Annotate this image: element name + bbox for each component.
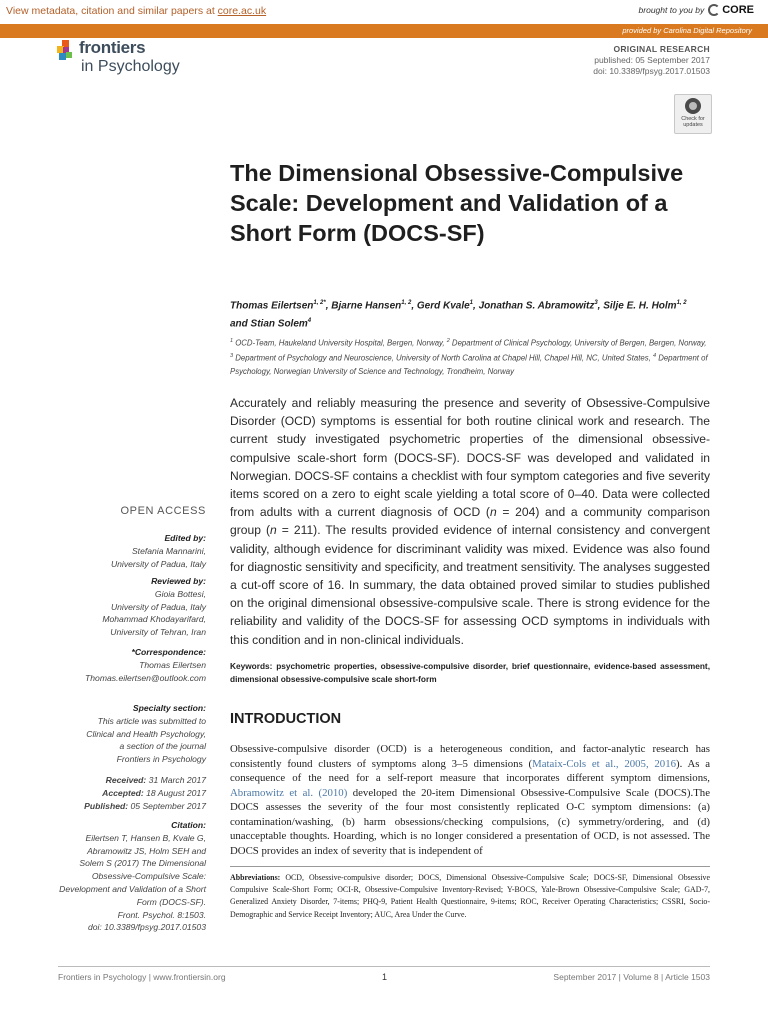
edited-by: Edited by: Stefania Mannarini, University of Padua, Italy — [110, 533, 206, 569]
published-date: published: 05 September 2017 — [594, 55, 710, 65]
core-banner — [0, 0, 768, 25]
check-updates-icon — [685, 98, 701, 114]
open-access-label: OPEN ACCESS — [120, 505, 206, 517]
publication-dates: Received: 31 March 2017 Accepted: 18 August 2017 Published: 05 September 2017 — [84, 775, 206, 811]
citation-link-abramowitz[interactable]: Abramowitz et al. (2010) — [230, 786, 348, 799]
footnote-divider — [230, 866, 710, 867]
core-logo-icon — [708, 4, 720, 16]
abbreviations-footnote: Abbreviations: OCD, Obsessive-compulsive disorder; DOCS, Dimensional Obsessive-Compulsive Scale; DOCS-SF, Dimensional Obsessive Compulsive Scale-Short Form; OCI-R, Obsessive-Compulsive Inventory-Revised; Y-BOCS, Yale-Brown Obsessive-Compulsive Scale; GAD-7, Generalized Anxiety Disorder, 7-items; PHQ-9, Patient Health Questionnaire, 9-items; ROC, Receiver Operating Characteristics; CSSRI, Socio-Demographic and Service Receipt Inventory; AUC, Area Under the Curve. — [230, 873, 710, 919]
section-heading-introduction: INTRODUCTION — [230, 711, 342, 727]
keywords — [230, 660, 710, 686]
brought-by — [639, 4, 754, 16]
affiliations: $^1$ OCD-Team, Haukeland University Hospital, Bergen, Norway, $^2$ Department of Clinical Psychology, University of Bergen, Bergen, Norway, $^3$ Department of Psychology and Neuroscience, University of North Carolina at Chapel Hill, Chapel Hill, NC, United States, $^4$ Department of Psychology, Norwegian University of Science and Technology, Trondheim, Norway — [230, 338, 708, 377]
article-meta — [593, 44, 710, 77]
citation-link-mataix-cols[interactable]: Mataix-Cols et al., 2005, 2016 — [532, 757, 676, 770]
article-type: ORIGINAL RESEARCH — [613, 44, 710, 54]
keywords-text: psychometric properties, obsessive-compulsive disorder, brief questionnaire, evidence-based assessment, dimensional obsessive-compulsive scale short-form — [230, 661, 710, 684]
page-number: 1 — [382, 972, 388, 982]
footer-issue: September 2017 | Volume 8 | Article 1503 — [553, 972, 710, 982]
core-metadata-text — [6, 5, 266, 17]
abbreviations-label: Abbreviations: — [230, 873, 281, 882]
core-metadata-prefix: View metadata, citation and similar papers at — [6, 5, 218, 17]
brought-by-text: brought to you by — [638, 5, 705, 15]
correspondence: *Correspondence: Thomas Eilertsen Thomas.eilertsen@outlook.com — [56, 646, 206, 684]
abstract: Accurately and reliably measuring the presence and severity of Obsessive-Compulsive Disorder (OCD) symptoms is essential for both routine clinical work and research. The current study investigated psychometric properties of the dimensional obsessive-compulsive scale-short form (DOCS-SF). DOCS-SF was developed and validated in Norwegian. DOCS-SF contains a checklist with four symptom categories and five severity items scored on a zero to eight scale yielding a total score of 0–40. Data were collected from adults with a current diagnosis of OCD (n = 204) and a community comparison group (n = 211). The results provided evidence of internal consistency and convergent validity, although evidence for discriminant validity was mixed. Evidence was also found for diagnostic sensitivity and specificity, and treatment sensitivity. The analyses suggested a cut-off score of 16. In summary, the data obtained proved similar to studies published on the original dimensional obsessive-compulsive scale. There is strong evidence for the reliability and validity of the DOCS-SF for assessing OCD symptoms in individuals with this condition and in non-clinical individuals. — [230, 396, 711, 647]
specialty-section: Specialty section: This article was submitted to Clinical and Health Psychology, a section of the journal Frontiers in Psychology — [86, 703, 206, 765]
footer-divider — [58, 966, 710, 967]
core-logo-label: CORE — [722, 4, 754, 16]
citation-block: Citation: Eilertsen T, Hansen B, Kvale G, Abramowitz JS, Holm SEH and Solem S (2017) The Dimensional Obsessive-Compulsive Scale: Development and Validation of a Short Form (DOCS-SF). Front. Psychol. 8:1503. doi: 10.3389/fpsyg.2017.01503 — [59, 820, 206, 933]
author-list: Thomas Eilertsen$^{1, 2*}$, Bjarne Hansen$^{1, 2}$, Gerd Kvale$^1$, Jonathan S. Abramowitz$^3$, Silje E. H. Holm$^{1, 2}$ and Stian Solem$^4$ — [230, 300, 687, 330]
introduction-paragraph: Obsessive-compulsive disorder (OCD) is a heterogeneous condition, and factor-analytic research has consistently found clusters of symptoms along 3–5 dimensions (Mataix-Cols et al., 2005, 2016). As a consequence of the need for a self-report measure that incorporates different symptom dimensions, Abramowitz et al. (2010) developed the 20-item Dimensional Obsessive-Compulsive Scale (DOCS).The DOCS assesses the severity of the four most consistently replicated O-C symptom dimensions: (a) contamination/washing, (b) harm obsessions/checking compulsions, (c) symmetry/ordering, and (d) unacceptable thoughts. Hoarding, which is no longer considered a presentation of OCD, is not assessed. The DOCS provides an index of severity that is independent of — [230, 743, 710, 857]
core-logo[interactable] — [708, 4, 754, 16]
correspondence-email[interactable]: Thomas.eilertsen@outlook.com — [85, 672, 206, 683]
keywords-label: Keywords: — [230, 661, 273, 671]
core-link[interactable]: core.ac.uk — [217, 5, 267, 17]
footer-journal: Frontiers in Psychology | www.frontiersin.org — [58, 972, 226, 982]
check-for-updates-badge[interactable] — [674, 94, 712, 134]
journal-name-line2: in Psychology — [81, 58, 180, 75]
provider-bar — [0, 24, 768, 38]
check-updates-label: Check for updates — [681, 116, 705, 128]
article-doi: doi: 10.3389/fpsyg.2017.01503 — [593, 66, 710, 76]
provider-text: provided by Carolina Digital Repository — [622, 26, 752, 35]
reviewed-by: Reviewed by: Gioia Bottesi, University of Padua, Italy Mohammad Khodayarifard, University of Tehran, Iran — [102, 576, 206, 638]
article-title: The Dimensional Obsessive-Compulsive Scale: Development and Validation of a Short Form (DOCS-SF) — [230, 160, 684, 246]
frontiers-logo-icon — [57, 40, 77, 60]
journal-name-line1: frontiers — [79, 38, 146, 57]
